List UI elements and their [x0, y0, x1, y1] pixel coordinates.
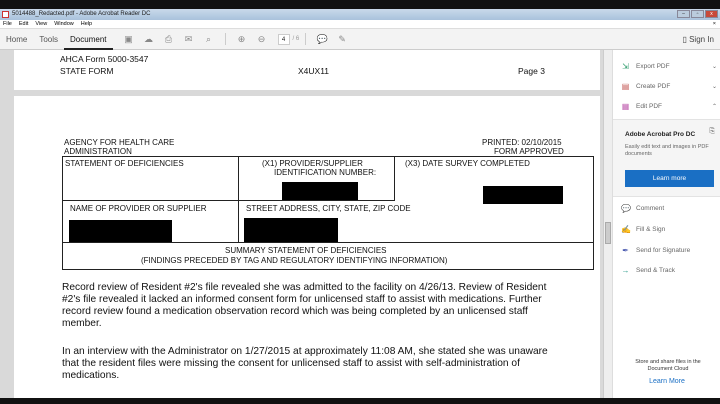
sign-in-button[interactable] [682, 29, 714, 50]
comment-icon: 💬 [621, 204, 631, 213]
provider-label: NAME OF PROVIDER OR SUPPLIER [70, 204, 207, 213]
summary-subtitle: (FINDINGS PRECEDED BY TAG AND REGULATORY IDENTIFYING INFORMATION) [141, 256, 448, 265]
title-bar [0, 9, 720, 20]
summary-title: SUMMARY STATEMENT OF DEFICIENCIES [225, 246, 387, 255]
x1-label-1: (X1) PROVIDER/SUPPLIER [262, 159, 363, 168]
send-track-item[interactable] [621, 266, 717, 275]
agency-line2: ADMINISTRATION [64, 147, 132, 156]
fill-sign-item[interactable] [621, 225, 717, 234]
comment-label: Comment [636, 205, 665, 212]
send-signature-label: Send for Signature [636, 247, 691, 254]
create-pdf-item[interactable] [621, 82, 717, 91]
tab-home[interactable]: Home [6, 34, 28, 44]
divider [305, 33, 306, 45]
form-number: AHCA Form 5000-3547 [60, 54, 149, 64]
cloud-promo-text: Store and share files in the Document Cloud [635, 359, 701, 372]
close-document-icon[interactable]: × [712, 21, 716, 27]
statement-label: STATEMENT OF DEFICIENCIES [65, 159, 184, 168]
promo-icon: ⎘ [709, 128, 715, 135]
printed-date: PRINTED: 02/10/2015 [482, 138, 562, 147]
edit-pdf-label: Edit PDF [636, 103, 663, 110]
bottom-bar [0, 398, 720, 404]
toolbar [0, 29, 720, 50]
menu-edit[interactable]: Edit [18, 21, 29, 27]
close-window-button[interactable]: x [705, 10, 718, 18]
fill-sign-icon: ✍ [621, 225, 631, 234]
tools-pane [612, 50, 720, 398]
divider [225, 33, 226, 45]
print-icon[interactable]: ⎙ [164, 33, 173, 44]
form-approved: FORM APPROVED [494, 147, 564, 156]
export-pdf-item[interactable] [621, 62, 717, 71]
page-label: Page 3 [518, 66, 545, 76]
menu-help[interactable]: Help [80, 21, 93, 27]
sign-in-label: Sign In [689, 35, 714, 44]
finding-paragraph-2: In an interview with the Administrator on 1/27/2015 at approximately 11:08 AM, she stated she was unaware that the resident files were missing the consent for unlicensed staff to assist with self-administration of medications. [62, 346, 548, 381]
promo-title: Adobe Acrobat Pro DC [625, 131, 696, 138]
send-track-label: Send & Track [636, 267, 676, 274]
form-code: X4UX11 [298, 66, 330, 76]
create-pdf-label: Create PDF [636, 83, 671, 90]
learn-more-button[interactable]: Learn more [625, 170, 714, 187]
comment-icon[interactable]: 💬 [316, 33, 328, 44]
cell-divider [238, 200, 239, 242]
vertical-scrollbar[interactable] [603, 50, 612, 398]
pen-icon[interactable]: ✎ [338, 33, 346, 44]
agency-line1: AGENCY FOR HEALTH CARE [64, 138, 175, 147]
redaction [69, 220, 172, 242]
device-icon: ▯ [682, 35, 690, 44]
next-page-icon[interactable]: ⊖ [257, 33, 266, 44]
prev-page-icon[interactable]: ⊕ [237, 33, 246, 44]
chevron-down-icon: ⌄ [711, 84, 717, 90]
x3-label: (X3) DATE SURVEY COMPLETED [405, 159, 530, 168]
promo-description: Easily edit text and images in PDF documents [625, 144, 709, 157]
redaction [244, 218, 338, 242]
tab-tools[interactable]: Tools [39, 34, 59, 44]
comment-item[interactable] [621, 204, 717, 213]
menu-view[interactable]: View [35, 21, 48, 27]
send-signature-icon: ✒ [622, 246, 629, 255]
send-track-icon: → [621, 266, 630, 275]
cloud-learn-more-link[interactable]: Learn More [649, 378, 685, 385]
address-label: STREET ADDRESS, CITY, STATE, ZIP CODE [246, 204, 411, 213]
acrobat-pro-promo [613, 119, 720, 197]
menu-file[interactable]: File [3, 21, 12, 27]
redaction [282, 182, 358, 200]
upload-cloud-icon[interactable]: ☁ [144, 33, 153, 44]
chevron-up-icon: ⌃ [711, 104, 717, 110]
redaction [483, 186, 563, 204]
state-form: STATE FORM [60, 66, 114, 76]
search-icon[interactable]: ⌕ [205, 33, 212, 44]
page-total: / 6 [292, 36, 300, 42]
row-divider [62, 242, 594, 243]
document-view[interactable] [0, 50, 603, 398]
chevron-down-icon: ⌄ [711, 64, 717, 70]
create-pdf-icon: ▤ [621, 82, 630, 91]
minimize-button[interactable]: – [677, 10, 690, 18]
finding-paragraph-1: Record review of Resident #2's file revealed she was admitted to the facility on 4/26/13. Review of Resident #2's file revealed it lacked an informed consent form for unlicensed staff to assist with medications. Further record review found a medication observation record which was being completed by an unlicensed staff member. [62, 282, 547, 329]
save-icon[interactable]: ▣ [124, 33, 133, 44]
edit-pdf-item[interactable] [621, 102, 717, 111]
fill-sign-label: Fill & Sign [636, 226, 666, 233]
x1-label-2: IDENTIFICATION NUMBER: [274, 168, 377, 177]
window-title: 5014488_Redacted.pdf - Adobe Acrobat Reader DC [12, 11, 151, 17]
edit-pdf-icon: ▦ [621, 102, 630, 111]
pdf-file-icon [2, 11, 9, 18]
send-signature-item[interactable] [621, 246, 717, 255]
export-pdf-icon: ⇲ [622, 62, 629, 71]
page-number-input[interactable]: 4 [278, 34, 290, 45]
tab-document[interactable]: Document [64, 29, 112, 50]
pdf-page-4 [14, 96, 600, 398]
email-icon[interactable]: ✉ [184, 33, 193, 44]
export-pdf-label: Export PDF [636, 63, 670, 70]
scroll-thumb[interactable] [605, 222, 611, 244]
menu-window[interactable]: Window [54, 21, 74, 27]
restore-button[interactable]: ▫ [691, 10, 704, 18]
pdf-page-3 [14, 50, 600, 90]
